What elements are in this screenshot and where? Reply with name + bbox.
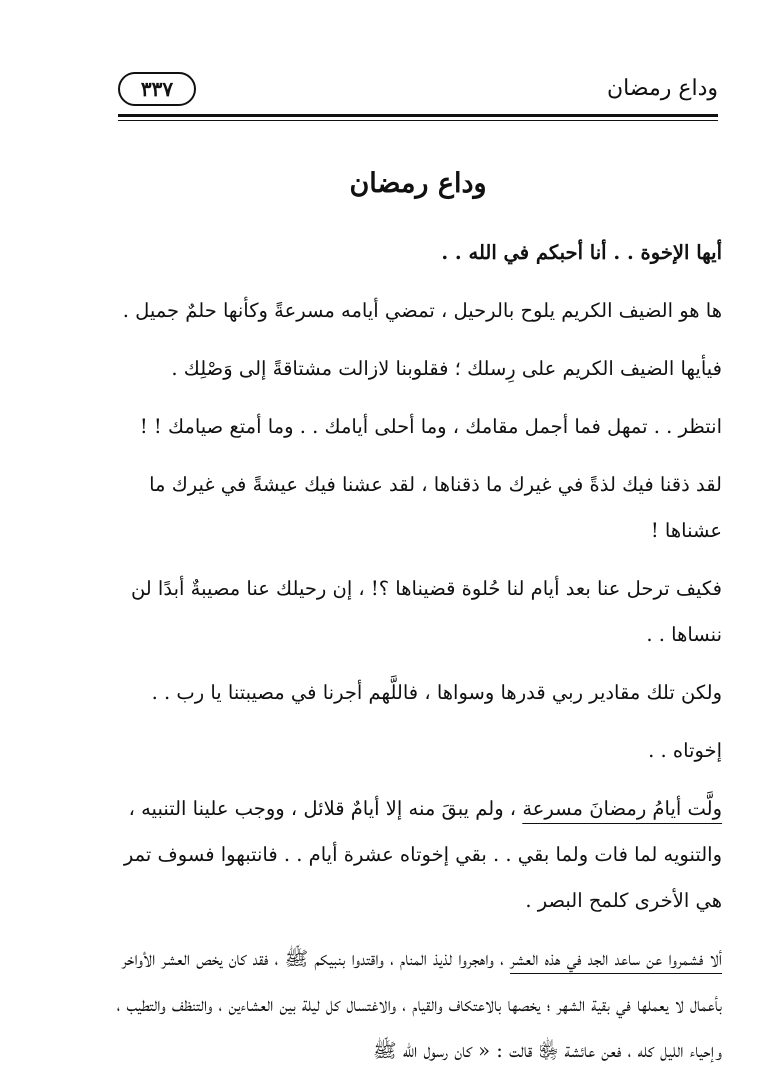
header-rule-thick bbox=[118, 114, 718, 117]
paragraph: فكيف ترحل عنا بعد أيام لنا حُلوة قضيناها ؟! ، إن رحيلك عنا مصيبةٌ أبدًا لن ننساها . . bbox=[130, 577, 722, 646]
paragraph: انتظر . . تمهل فما أجمل مقامك ، وما أحلى أيامك . . وما أمتع صيامك ! ! bbox=[139, 415, 722, 438]
paragraph: ولكن تلك مقادير ربي قدرها وسواها ، فاللَّهم أجرنا في مصيبتنا يا رب . . bbox=[151, 681, 722, 704]
paragraph: لقد ذقنا فيك لذةً في غيرك ما ذقناها ، لقد عشنا فيك عيشةً في غيرك ما عشناها ! bbox=[149, 473, 722, 542]
body-text bbox=[102, 230, 722, 1086]
page-number: ٣٣٧ bbox=[140, 77, 174, 101]
page-header bbox=[118, 70, 718, 110]
running-title: وداع رمضان bbox=[607, 76, 718, 101]
paragraph: فيأيها الضيف الكريم على رِسلك ؛ فقلوبنا لازالت مشتاقةً إلى وَصْلِك . bbox=[171, 357, 722, 380]
underlined-phrase: ولَّت أيامُ رمضانَ مسرعة bbox=[522, 797, 722, 820]
underlined-phrase: ألا فشمروا عن ساعد الجد في هذه العشر bbox=[510, 947, 722, 970]
paragraph bbox=[102, 936, 722, 1086]
page-number-badge bbox=[118, 72, 196, 106]
paragraph: ها هو الضيف الكريم يلوح بالرحيل ، تمضي أيامه مسرعةً وكأنها حلمٌ جميل . bbox=[122, 299, 722, 322]
paragraph: إخوتاه . . bbox=[648, 739, 722, 762]
paragraph: أيها الإخوة . . أنا أحبكم في الله . . bbox=[441, 241, 722, 264]
paragraph bbox=[102, 786, 722, 936]
paragraph-rest: ، ولم يبقَ منه إلا أيامٌ قلائل ، ووجب علينا التنبيه ، والتنويه لما فات ولما بقي . . بقي إخوتاه عشرة أيام . . فانتبهوا فسوف تمر هي الأخرى كلمح البصر . bbox=[123, 797, 722, 912]
header-rule-thin bbox=[118, 120, 718, 121]
chapter-title: وداع رمضان bbox=[349, 168, 487, 199]
paragraph-rest: ، واهجروا لذيذ المنام ، واقتدوا بنبيكم ﷺ ، فقد كان يخص العشر الأواخر بأعمال لا يعملها في بقية الشهر ؛ يخصها بالاعتكاف والقيام ، والاغتسال كل ليلة بين العشاءين ، والتنظف والتطيب ، وإحياء الليل كله ، فعن عائشة ﵂ قالت : « كان رسول الله ﷺ bbox=[116, 947, 722, 1062]
